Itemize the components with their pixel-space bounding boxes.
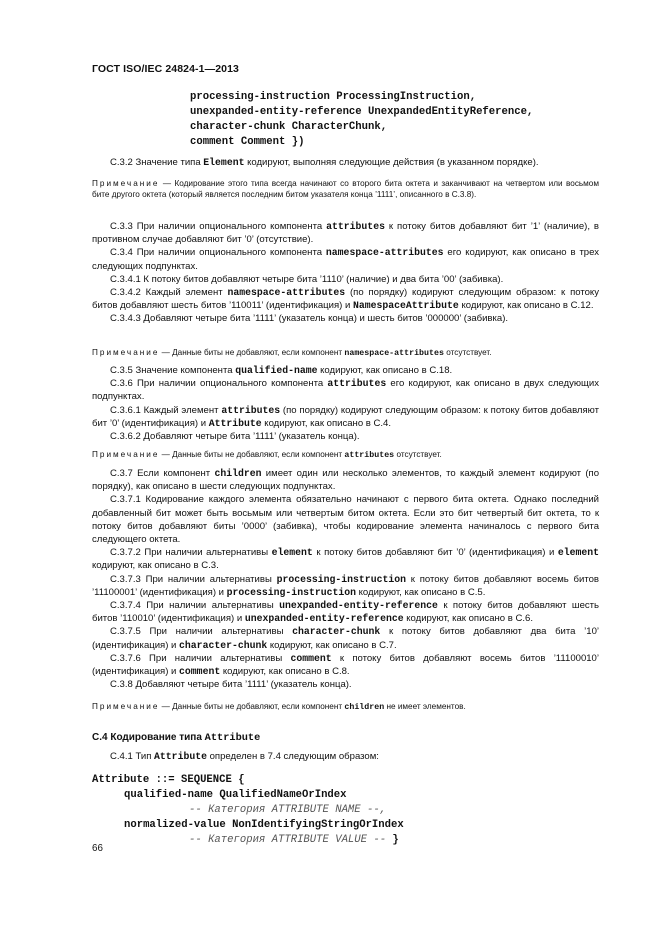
text: кодируют, выполняя следующие действия (в указанном порядке). — [244, 157, 539, 168]
note-dash: — — [159, 450, 173, 459]
text: С.3.6 При наличии опционального компонента — [110, 378, 328, 390]
code-inline: namespace-attributes — [227, 287, 346, 299]
code-inline: children — [214, 468, 262, 479]
code-inline: children — [344, 703, 385, 712]
code-inline: processing-instruction — [276, 573, 406, 585]
code-comment: -- Категория ATTRIBUTE VALUE -- — [189, 834, 387, 847]
note-text: Кодирование этого типа всегда начинают со второго бита октета и заканчивают на четвертом или восьмом бите другого октета (который является последним битом указателя конца ’1111’, описанного в С.3.8). — [92, 179, 599, 199]
code-line: character-chunk CharacterChunk, — [190, 121, 388, 134]
note-label: Примечание — [92, 179, 160, 188]
code-inline: NamespaceAttribute — [352, 300, 459, 312]
text: С.3.5 Значение компонента — [110, 365, 236, 376]
text: кодируют, как описано в С.3. — [92, 560, 219, 572]
paragraph-c341: С.3.4.1 К потоку битов добавляют четыре бита ’1110’ (наличие) и два бита ’00’ (забивка). — [110, 273, 504, 285]
paragraph-c34 — [92, 246, 599, 272]
note-text: отсутствует. — [443, 348, 492, 357]
text: С.3.6.1 Каждый элемент — [110, 404, 222, 416]
text: имеет один или несколько элементов, то каждый элемент кодируют (по порядку), как описано в шести следующих подпунктах. — [92, 468, 599, 493]
note-2 — [92, 347, 599, 359]
text: кодируют, как описано в С.18. — [317, 365, 453, 376]
paragraph-c37-c38 — [92, 467, 599, 691]
text: С.3.7.3 При наличии альтернативы — [110, 573, 277, 585]
standard-header: ГОСТ ISO/IEC 24824-1—2013 — [92, 63, 239, 75]
code-block-attribute — [92, 773, 404, 848]
paragraph-c372 — [92, 546, 599, 572]
paragraph-c375 — [92, 625, 599, 651]
paragraph-c37 — [92, 467, 599, 493]
text: его кодируют, как описано в двух следующих подпунктах. — [92, 378, 599, 403]
text: кодируют, как описано в С.8. — [220, 666, 350, 678]
paragraph-c342 — [92, 286, 599, 312]
code-inline: comment — [179, 666, 221, 678]
text: кодируют, как описано в С.12. — [458, 300, 594, 312]
text: кодируют, как описано в С.6. — [403, 613, 533, 625]
section-heading-c4 — [92, 732, 260, 744]
code-inline: unexpanded-entity-reference — [279, 600, 438, 612]
text: (по порядку) кодируют следующим образом: к потоку битов добавляют шесть битов ’110011’ (идентификация) и — [92, 287, 599, 312]
note-4 — [92, 701, 599, 713]
text: определен в 7.4 следующим образом: — [206, 751, 379, 762]
text: кодируют, как описано в С.7. — [267, 639, 397, 651]
paragraph-c38: С.3.8 Добавляют четыре бита ’1111’ (указатель конца). — [110, 679, 352, 691]
code-comment: -- Категория ATTRIBUTE NAME --, — [189, 804, 387, 817]
code-inline: comment — [290, 652, 332, 664]
code-block-top — [190, 90, 533, 150]
note-label: Примечание — [92, 348, 160, 357]
text: С.3.3 При наличии опционального компонента — [110, 221, 327, 232]
text: С.3.7.2 При наличии альтернативы — [110, 547, 272, 559]
text: кодируют, как описано в С.4. — [261, 417, 392, 429]
code-inline: element — [271, 547, 313, 559]
note-text: Данные биты не добавляют, если компонент — [172, 450, 345, 459]
code-line: processing-instruction ProcessingInstruction, — [190, 91, 477, 103]
code-line: qualified-name QualifiedNameOrIndex — [124, 789, 347, 802]
code-inline: qualified-name — [235, 365, 318, 376]
paragraph-c41 — [92, 750, 599, 763]
text: С.3.2 Значение типа — [110, 157, 204, 168]
section-title: С.4 Кодирование типа — [92, 732, 205, 743]
code-inline: Attribute — [204, 732, 261, 744]
code-inline: namespace-attributes — [344, 349, 444, 358]
note-text: отсутствует. — [394, 450, 442, 459]
text: С.3.7.4 При наличии альтернативы — [110, 600, 280, 612]
paragraph-c362: С.3.6.2 Добавляют четыре бита ’1111’ (указатель конца). — [110, 431, 360, 443]
text: С.3.4.2 Каждый элемент — [110, 287, 228, 299]
note-label: Примечание — [92, 702, 160, 711]
note-3 — [92, 449, 599, 461]
note-text: не имеет элементов. — [384, 702, 466, 711]
text: к потоку битов добавляют бит ’1’ (наличие), в противном случае добавляют бит ’0’ (отсутствие). — [92, 221, 600, 246]
text: (по порядку) кодируют следующим образом: к потоку битов добавляют бит ’0’ (идентификация) и — [92, 404, 599, 429]
paragraph-c35 — [92, 364, 599, 377]
code-line: } — [386, 834, 399, 847]
text: его кодируют, как описано в трех следующих подпунктах. — [92, 247, 599, 272]
paragraph-c33 — [92, 220, 599, 246]
paragraph-c33-c343 — [92, 220, 599, 326]
paragraph-c32 — [92, 156, 599, 169]
text: С.4.1 Тип — [110, 751, 155, 762]
text: к потоку битов добавляют шесть битов ’110010’ (идентификация) и — [92, 600, 600, 625]
code-inline: character-chunk — [292, 626, 381, 638]
text: С.3.7 Если компонент — [110, 468, 215, 479]
code-inline: character-chunk — [179, 639, 268, 651]
text: С.3.4 При наличии опционального компонента — [110, 247, 326, 259]
code-line: comment Comment }) — [190, 136, 305, 149]
note-dash: — — [159, 179, 175, 188]
code-line: Attribute ::= SEQUENCE { — [92, 774, 245, 786]
code-inline: Attribute — [208, 417, 262, 429]
code-inline: Attribute — [154, 751, 207, 762]
text: к потоку битов добавляют бит ’0’ (идентификация) и — [312, 547, 558, 559]
note-text: Данные биты не добавляют, если компонент — [172, 702, 345, 711]
paragraph-c361 — [92, 404, 599, 430]
note-dash: — — [159, 348, 173, 357]
code-line: normalized-value NonIdentifyingStringOrIndex — [124, 819, 404, 832]
code-inline: attributes — [327, 378, 387, 390]
text: кодируют, как описано в С.5. — [355, 586, 486, 598]
note-dash: — — [159, 702, 173, 711]
paragraph-c35-c362 — [92, 364, 599, 443]
text: С.3.7.6 При наличии альтернативы — [110, 652, 291, 664]
text: к потоку битов добавляют восемь битов ’11100010’ (идентификация) и — [92, 652, 599, 678]
paragraph-c373 — [92, 573, 599, 599]
code-inline: attributes — [326, 221, 385, 232]
paragraph-c374 — [92, 599, 599, 625]
page-number: 66 — [92, 843, 103, 854]
code-inline: unexpanded-entity-reference — [244, 613, 404, 625]
code-inline: attributes — [344, 451, 395, 460]
paragraph-c376 — [92, 652, 599, 678]
text: к потоку битов добавляют два бита ’10’ (идентификация) и — [92, 626, 600, 651]
code-inline: Element — [203, 157, 245, 168]
text: С.3.7.5 При наличии альтернативы — [110, 626, 293, 638]
note-label: Примечание — [92, 450, 160, 459]
note-1 — [92, 178, 599, 200]
paragraph-c36 — [92, 377, 599, 403]
note-text: Данные биты не добавляют, если компонент — [172, 348, 345, 357]
code-inline: namespace-attributes — [325, 247, 444, 259]
code-inline: processing-instruction — [226, 586, 356, 598]
code-line: unexpanded-entity-reference UnexpandedEntityReference, — [190, 106, 534, 119]
text: к потоку битов добавляют восемь битов ’11100001’ (идентификация) и — [92, 573, 599, 598]
code-inline: attributes — [221, 404, 281, 416]
code-inline: element — [557, 547, 599, 559]
paragraph-c371: С.3.7.1 Кодирование каждого элемента обязательно начинают с первого бита октета. Однако последний добавленный бит может быть восьмым или четвертым битом октета. Если это бит четвертый бит октета, то к потоку битов добавляют биты ’0000’ (забивка), чтобы кодирование элемента начиналось с первого бита следующего октета. — [92, 494, 599, 546]
paragraph-c343: С.3.4.3 Добавляют четыре бита ’1111’ (указатель конца) и шесть битов ’000000’ (забивка). — [110, 313, 509, 325]
